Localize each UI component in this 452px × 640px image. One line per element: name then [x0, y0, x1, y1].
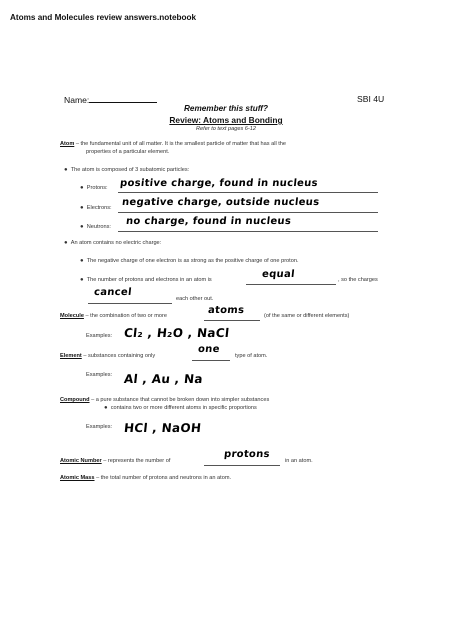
element-answer: one	[197, 344, 221, 355]
atomic-number-definition: Atomic Number – represents the number of	[60, 458, 171, 464]
element-definition-end: type of atom.	[235, 353, 268, 359]
element-examples-label: Examples:	[86, 372, 113, 378]
atom-term: Atom	[60, 141, 75, 147]
subatomic-intro: ● The atom is composed of 3 subatomic particles:	[64, 167, 190, 173]
molecule-answer: atoms	[207, 305, 245, 316]
compound-examples-label: Examples:	[86, 424, 113, 430]
cancel-answer: cancel	[93, 287, 133, 298]
element-term: Element	[60, 353, 82, 359]
atomic-number-term: Atomic Number	[60, 458, 102, 464]
atomic-mass-definition: Atomic Mass – the total number of protons and neutrons in an atom.	[60, 475, 232, 481]
protons-answer: positive charge, found in nucleus	[119, 178, 319, 189]
neutrons-label-row: ● Neutrons:	[80, 224, 111, 230]
number-note-end: , so the charges	[338, 277, 378, 283]
bullet-icon: ●	[64, 167, 68, 173]
atomic-number-answer-line	[204, 459, 280, 466]
atom-definition-cont: properties of a particular element.	[86, 149, 170, 155]
atomic-mass-term: Atomic Mass	[60, 475, 95, 481]
text-reference: Refer to text pages 6-12	[195, 126, 256, 132]
cancel-answer-line	[88, 297, 172, 304]
bullet-icon: ●	[80, 277, 84, 283]
bullet-icon: ●	[80, 224, 84, 230]
review-title: Review: Atoms and Bonding	[169, 115, 283, 125]
element-answer-line	[192, 354, 230, 361]
document-title: Atoms and Molecules review answers.notebook	[10, 13, 197, 22]
molecule-examples-label: Examples:	[86, 333, 113, 339]
compound-term: Compound	[60, 397, 90, 403]
molecule-definition-end: (of the same or different elements)	[264, 313, 350, 319]
element-definition: Element – substances containing only	[60, 353, 156, 359]
course-code: SBI 4U	[357, 94, 385, 104]
each-other-out: each other out.	[176, 296, 214, 302]
remember-heading: Remember this stuff?	[183, 104, 268, 113]
bullet-icon: ●	[80, 258, 84, 264]
molecule-term: Molecule	[60, 313, 84, 319]
molecule-examples: Cl₂ , H₂O , NaCl	[123, 326, 231, 340]
atomic-number-definition-end: in an atom.	[285, 458, 313, 464]
electrons-label-row: ● Electrons:	[80, 205, 112, 211]
neutrons-answer: no charge, found in nucleus	[125, 216, 292, 227]
name-label: Name:	[64, 95, 90, 105]
compound-sub-bullet: ● contains two or more different atoms in specific proportions	[104, 405, 257, 411]
protons-label-row: ● Protons:	[80, 185, 108, 191]
compound-definition: Compound – a pure substance that cannot be broken down into simpler substances	[60, 397, 270, 403]
bullet-icon: ●	[80, 185, 84, 191]
equal-answer: equal	[261, 269, 296, 280]
electrons-answer: negative charge, outside nucleus	[121, 197, 320, 208]
compound-examples: HCl , NaOH	[123, 421, 203, 435]
atomic-number-answer: protons	[223, 449, 271, 460]
no-charge-row: ● An atom contains no electric charge:	[64, 240, 162, 246]
bullet-icon: ●	[104, 405, 108, 411]
atom-definition: Atom – the fundamental unit of all matter. It is the smallest particle of matter that has all the	[60, 141, 287, 147]
number-note-row: ● The number of protons and electrons in an atom is	[80, 277, 212, 283]
bullet-icon: ●	[80, 205, 84, 211]
charge-note-row: ● The negative charge of one electron is as strong as the positive charge of one proton.	[80, 258, 299, 264]
molecule-definition: Molecule – the combination of two or more	[60, 313, 167, 319]
element-examples: Al , Au , Na	[123, 372, 204, 386]
name-blank-line	[89, 94, 157, 103]
bullet-icon: ●	[64, 240, 68, 246]
